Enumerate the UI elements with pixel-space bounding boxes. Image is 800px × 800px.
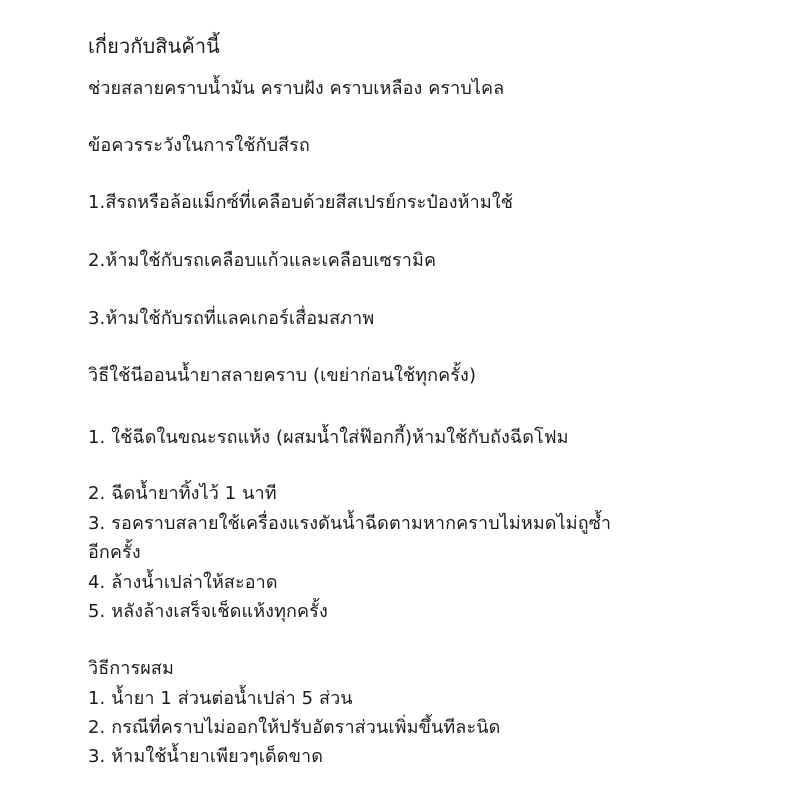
usage-step: 4. ล้างน้ำเปล่าให้สะอาด (88, 572, 278, 593)
mixing-step: 3. ห้ามใช้น้ำยาเพียวๆเด็ดขาด (88, 746, 323, 767)
caution-item: 2.ห้ามใช้กับรถเคลือบแก้วและเคลือบเซรามิค (88, 250, 437, 271)
heading: เกี่ยวกับสินค้านี้ (88, 34, 220, 58)
caution-title: ข้อควรระวังในการใช้กับสีรถ (88, 135, 310, 156)
usage-step: 2. ฉีดน้ำยาทิ้งไว้ 1 นาที (88, 483, 277, 504)
mixing-step: 2. กรณีที่คราบไม่ออกให้ปรับอัตราส่วนเพิ่มขึ้นทีละนิด (88, 717, 501, 738)
caution-item: 3.ห้ามใช้กับรถที่แลคเกอร์เสื่อมสภาพ (88, 308, 375, 329)
usage-step: 3. รอคราบสลายใช้เครื่องแรงดันน้ำฉีดตามหากคราบไม่หมดไม่ถูซ้ำ (88, 513, 612, 534)
usage-title: วิธีใช้นีออนน้ำยาสลายคราบ (เขย่าก่อนใช้ทุกครั้ง) (88, 365, 477, 386)
mixing-step: 1. น้ำยา 1 ส่วนต่อน้ำเปล่า 5 ส่วน (88, 688, 353, 709)
caution-item: 1.สีรถหรือล้อแม็กซ์ที่เคลือบด้วยสีสเปรย์กระป๋องห้ามใช้ (88, 192, 514, 213)
intro-text: ช่วยสลายคราบน้ำมัน คราบฝัง คราบเหลือง คราบไคล (88, 78, 505, 99)
usage-step-continued: อีกครั้ง (88, 542, 141, 563)
usage-step: 1. ใช้ฉีดในขณะรถแห้ง (ผสมน้ำใส่ฟ๊อกกี้)ห้ามใช้กับถังฉีดโฟม (88, 427, 569, 448)
usage-step: 5. หลังล้างเสร็จเช็ดแห้งทุกครั้ง (88, 601, 328, 622)
mixing-title: วิธีการผสม (88, 658, 174, 679)
